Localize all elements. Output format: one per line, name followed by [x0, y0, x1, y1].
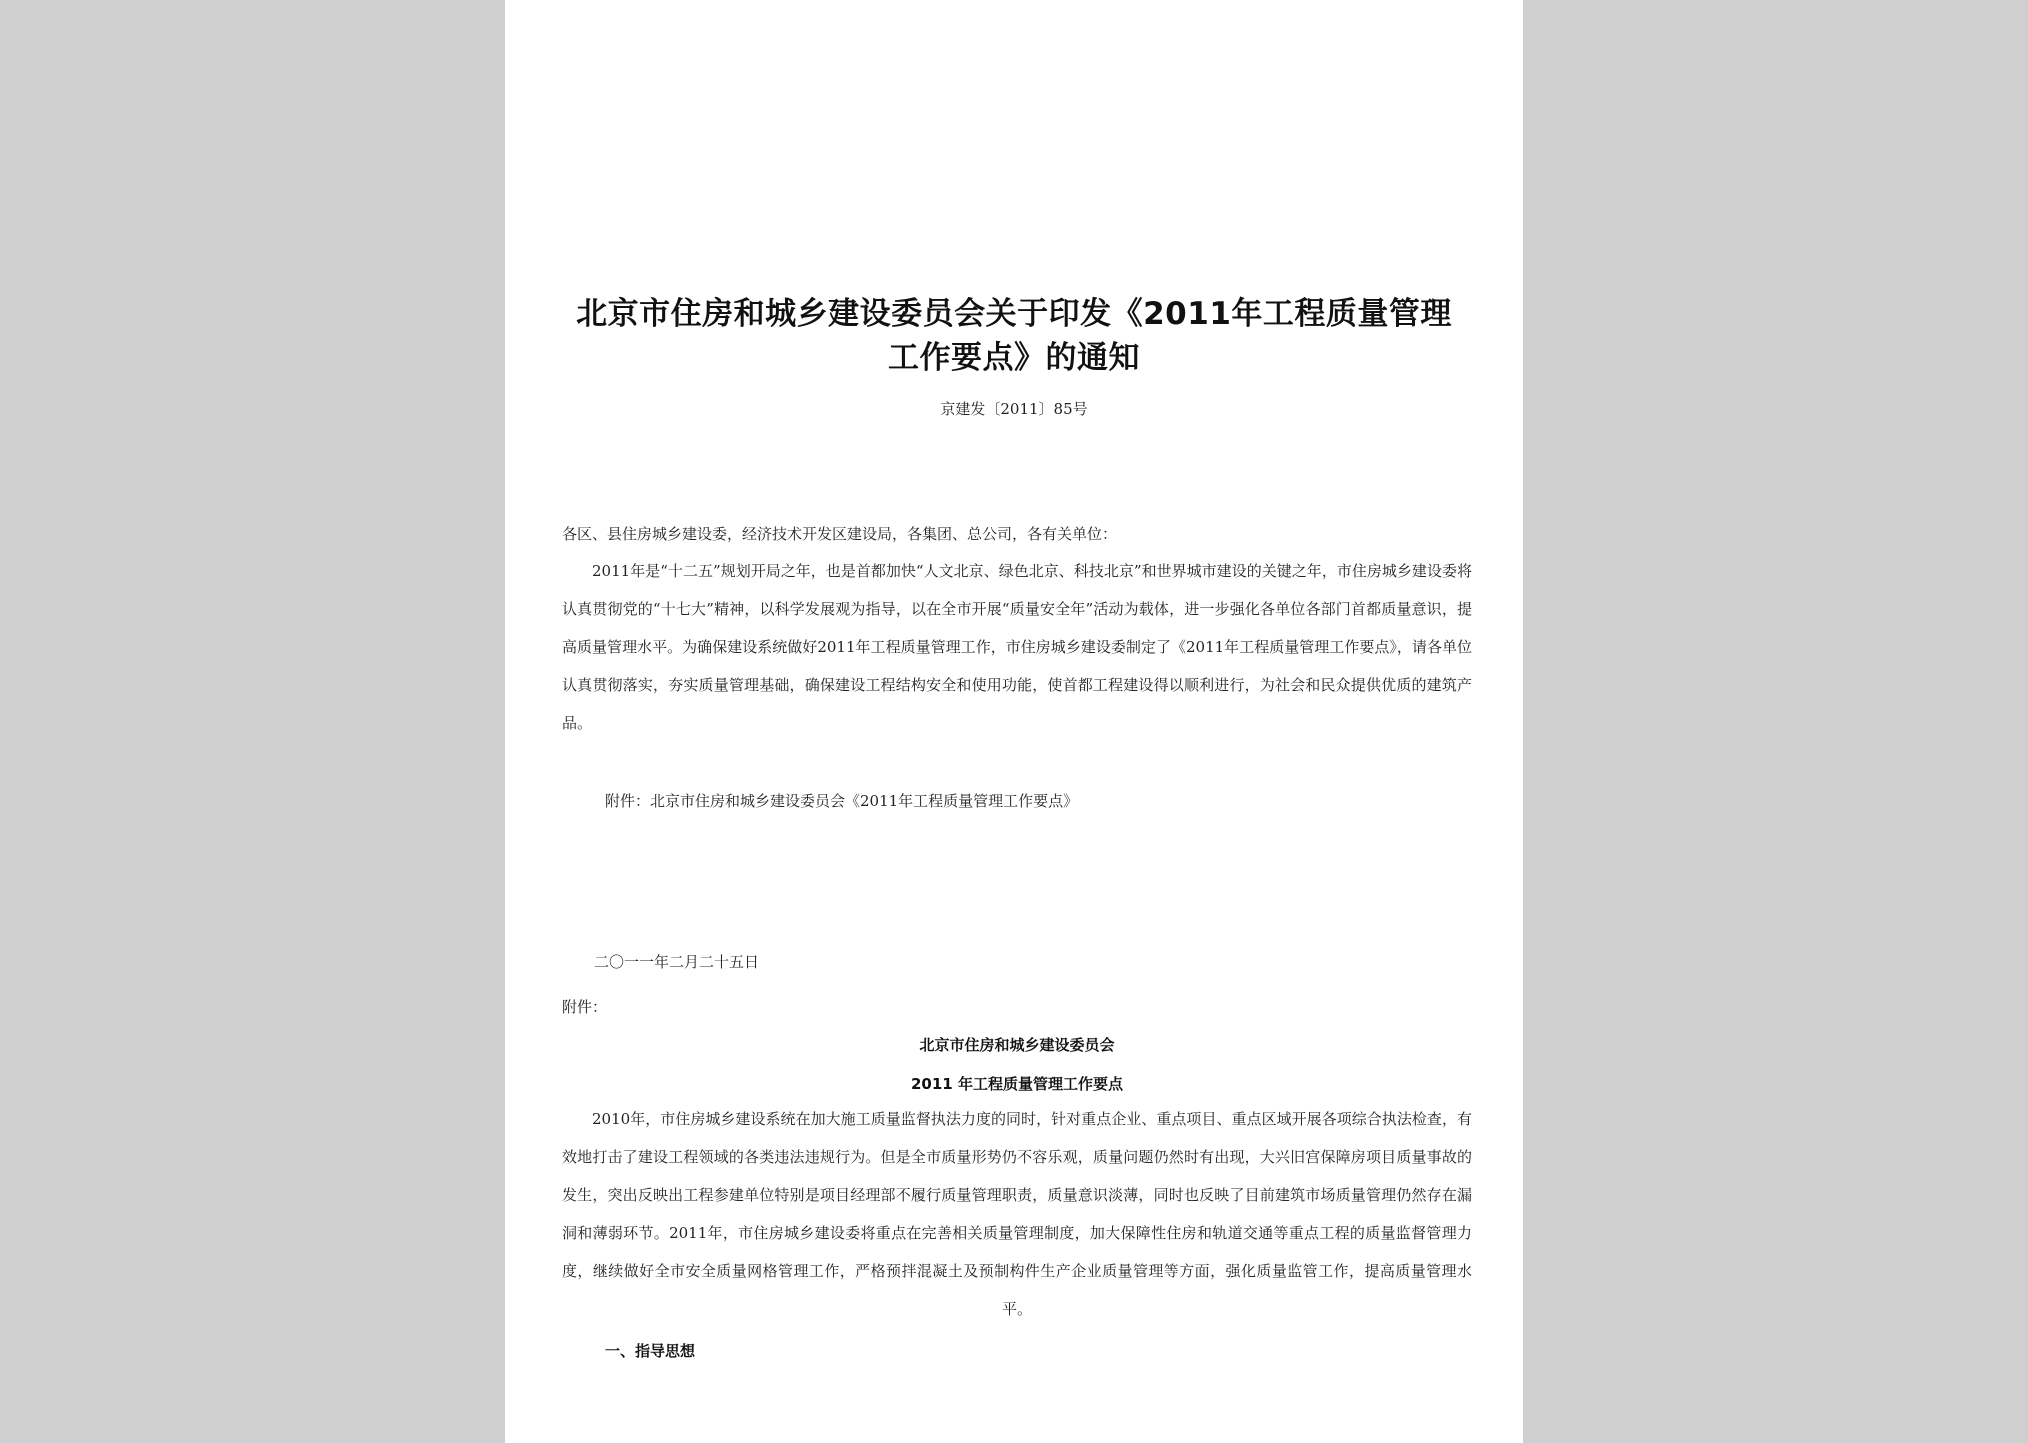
- annex-heading-title: 2011 年工程质量管理工作要点: [911, 1075, 1123, 1093]
- document-page: [505, 0, 1523, 1443]
- recipients-line: 各区、县住房城乡建设委，经济技术开发区建设局，各集团、总公司，各有关单位：: [562, 525, 1118, 543]
- section-heading-guiding-ideology: 一、指导思想: [605, 1342, 696, 1360]
- annex-body: 2010年，市住房城乡建设系统在加大施工质量监督执法力度的同时，针对重点企业、重点项目、重点区域开展各项综合执法检查，有效地打击了建设工程领域的各类违法违规行为。但是全市质量形势仍不容乐观，质量问题仍然时有出现，大兴旧宫保障房项目质量事故的发生，突出反映出工程参建单位特别是项目经理部不履行质量管理职责，质量意识淡薄，同时也反映了目前建筑市场质量管理仍然存在漏洞和薄弱环节。2011年，市住房城乡建设委将重点在完善相关质量管理制度，加大保障性住房和轨道交通等重点工程的质量监督管理力度，继续做好全市安全质量网格管理工作，严格预拌混凝土及预制构件生产企业质量管理等方面，强化质量监管工作，提高质量管理水平。: [562, 1110, 1472, 1318]
- attachment-reference: 附件：北京市住房和城乡建设委员会《2011年工程质量管理工作要点》: [605, 792, 1079, 810]
- notice-body: 2011年是“十二五”规划开局之年，也是首都加快“人文北京、绿色北京、科技北京”和世界城市建设的关键之年，市住房城乡建设委将认真贯彻党的“十七大”精神，以科学发展观为指导，以在全市开展“质量安全年”活动为载体，进一步强化各单位各部门首都质量意识，提高质量管理水平。为确保建设系统做好2011年工程质量管理工作，市住房城乡建设委制定了《2011年工程质量管理工作要点》，请各单位认真贯彻落实，夯实质量管理基础，确保建设工程结构安全和使用功能，使首都工程建设得以顺利进行，为社会和民众提供优质的建筑产品。: [562, 562, 1472, 732]
- issue-date: 二〇一一年二月二十五日: [594, 953, 760, 971]
- attachment-label: 附件：: [562, 998, 608, 1016]
- document-title: 北京市住房和城乡建设委员会关于印发《2011年工程质量管理工作要点》的通知: [576, 296, 1452, 376]
- document-number: 京建发〔2011〕85号: [940, 400, 1088, 418]
- annex-heading-organization: 北京市住房和城乡建设委员会: [919, 1036, 1115, 1054]
